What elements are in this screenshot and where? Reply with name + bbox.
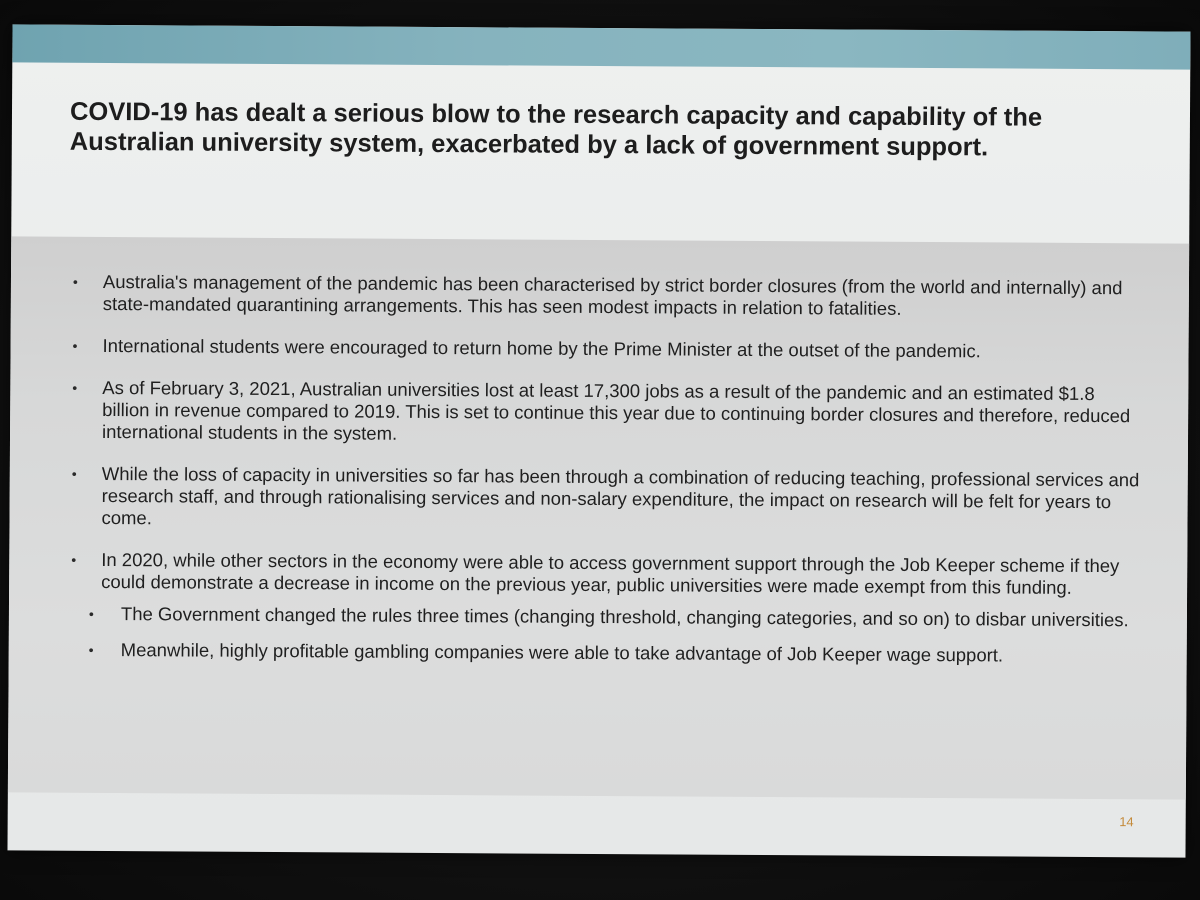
bullet-text: As of February 3, 2021, Australian universities lost at least 17,300 jobs as a result of the pandemic and an estimated $1.8 billion in revenue compared to 2019. This is set to continue this year due to continuing border closures and therefore, reduced international students in the system. bbox=[101, 376, 1131, 444]
bullet-item bbox=[71, 462, 1141, 535]
bullet-icon: • bbox=[71, 551, 77, 568]
bullet-text: While the loss of capacity in universities so far has been through a combination of reducing teaching, professional services and research staff, and through rationalising services and non-salary expenditure, the impact on research will be felt for years to come. bbox=[101, 462, 1140, 529]
bullet-item bbox=[72, 270, 1143, 321]
bullet-icon: • bbox=[71, 465, 77, 482]
slide-accent-bar bbox=[12, 24, 1190, 69]
sub-bullet-item bbox=[88, 603, 1141, 631]
bullet-icon: • bbox=[72, 337, 78, 354]
bullet-text: In 2020, while other sectors in the economy were able to access government support through the Job Keeper scheme if they could demonstrate a decrease in income on the previous year, public universities were made exempt from this funding. bbox=[101, 548, 1120, 598]
bullet-item bbox=[72, 334, 1143, 363]
page-number: 14 bbox=[1119, 814, 1134, 830]
bullet-item bbox=[72, 376, 1142, 449]
bullet-text: Australia's management of the pandemic has been characterised by strict border closures (from the world and internally) and state-mandated quarantining arrangements. This has seen modest impacts in relation to fatalities. bbox=[102, 270, 1123, 319]
bullet-icon: • bbox=[88, 605, 94, 622]
bullet-icon: • bbox=[72, 379, 78, 396]
bullet-icon: • bbox=[72, 273, 78, 290]
sub-bullet-item bbox=[88, 639, 1141, 667]
sub-bullet-text: The Government changed the rules three times (changing threshold, changing categories, and so on) to disbar universities. bbox=[120, 603, 1129, 631]
bullet-text: International students were encouraged to return home by the Prime Minister at the outset of the pandemic. bbox=[102, 334, 981, 362]
bullet-list bbox=[71, 270, 1143, 681]
bullet-item bbox=[71, 548, 1141, 599]
presentation-slide bbox=[7, 24, 1190, 857]
slide-title: COVID-19 has dealt a serious blow to the research capacity and capability of the Australian university system, exacerbated by a lack of government support. bbox=[69, 97, 1043, 162]
sub-bullet-text: Meanwhile, highly profitable gambling companies were able to take advantage of Job Keeper wage support. bbox=[120, 639, 1004, 666]
bullet-icon: • bbox=[88, 641, 94, 658]
